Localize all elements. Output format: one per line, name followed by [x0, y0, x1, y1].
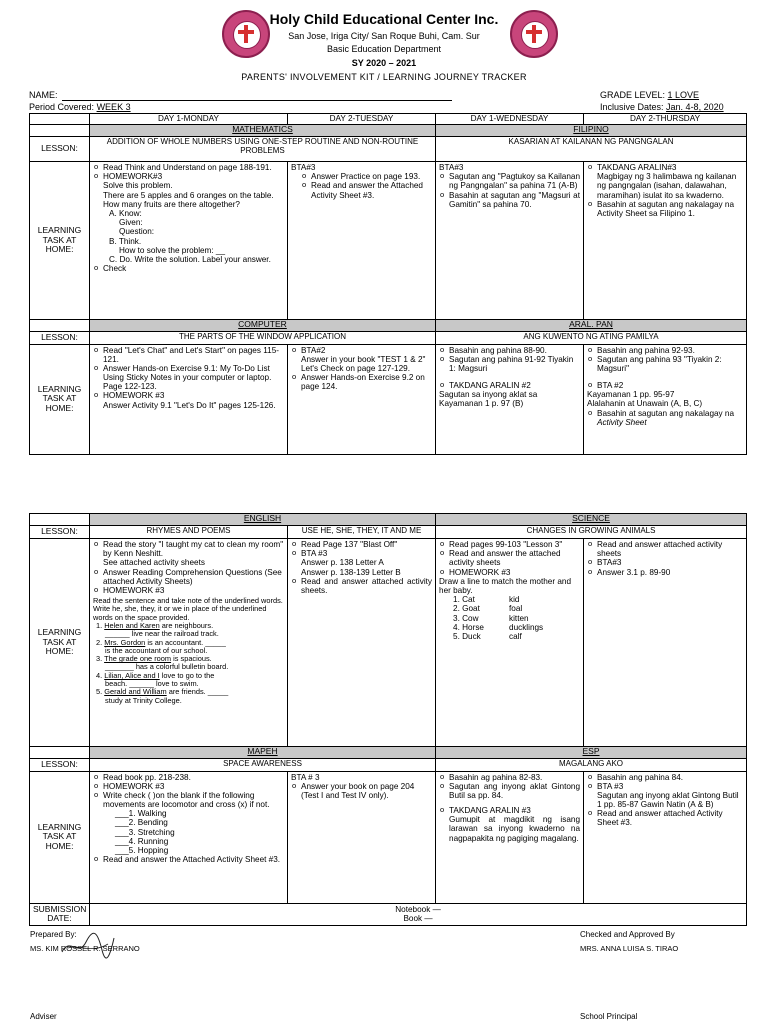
period-label: Period Covered: WEEK 3	[29, 102, 131, 112]
subject-esp: ESP	[436, 747, 747, 759]
baby-animal: calf	[509, 631, 522, 641]
lesson-label: LESSON:	[30, 137, 90, 162]
filipino-wednesday: BTA#3 o Sagutan ang "Pagtukoy sa Kailanan ng Pangngalan" sa pahina 71 (A-B) o Basahin at sagutan ang "Magsuri at Gamitin" sa pahina 70.	[436, 162, 584, 320]
subject-math: MATHEMATICS	[90, 125, 436, 137]
submission-dates: Notebook — Book —	[90, 903, 747, 925]
subject-computer: COMPUTER	[90, 320, 436, 332]
prepared-by-name: MS. KIM ROSSEL R. SERRANO	[30, 944, 140, 953]
tracker-table-1	[29, 113, 747, 455]
lesson-esp: MAGALANG AKO	[436, 759, 747, 772]
subject-aral-pan: ARAL. PAN	[436, 320, 747, 332]
grade-value: 1 LOVE	[667, 90, 700, 100]
lesson-computer: THE PARTS OF THE WINDOW APPLICATION	[90, 332, 436, 345]
day-header: DAY 2-THURSDAY	[584, 114, 747, 125]
name-line	[62, 100, 452, 101]
computer-tuesday: o BTA#2 Answer in your book "TEST 1 & 2" Let's Check on page 127-129. o Answer Hands-on Exercise 9.2 on page 124.	[288, 344, 436, 454]
task-label: LEARNING TASK AT HOME:	[30, 771, 90, 903]
school-address: San Jose, Iriga City/ San Roque Buhi, Cam. Sur	[288, 31, 480, 41]
lesson-aral-pan: ANG KUWENTO NG ATING PAMILYA	[436, 332, 747, 345]
submission-label: SUBMISSION DATE:	[30, 903, 90, 925]
adviser-label: Adviser	[30, 1012, 57, 1021]
task-label: LEARNING TASK AT HOME:	[30, 539, 90, 747]
school-name: Holy Child Educational Center Inc.	[269, 11, 499, 27]
match-pair	[453, 604, 580, 613]
match-pair	[453, 614, 580, 623]
day-header: DAY 1-MONDAY	[90, 114, 288, 125]
baby-animal: kid	[509, 595, 520, 605]
inclusive-dates: Inclusive Dates: Jan. 4-8, 2020	[600, 102, 724, 112]
checked-by-name: MRS. ANNA LUISA S. TIRAO	[580, 944, 679, 953]
subject-mapeh: MAPEH	[90, 747, 436, 759]
dates-value: Jan. 4-8, 2020	[666, 102, 724, 112]
aral-pan-thursday: o Basahin ang pahina 92-93. o Sagutan ang pahina 93 "Tiyakin 2: Magsuri" o BTA #2 Kayamanan 1 pp. 95-97 Alalahanin at Unawain (A, B, C) o Basahin at sagutan ang nakalagay na Activity Sheet	[584, 344, 747, 454]
match-pair	[453, 595, 580, 604]
name-label: NAME:	[29, 90, 58, 100]
subject-science: SCIENCE	[436, 514, 747, 526]
lesson-science: CHANGES IN GROWING ANIMALS	[436, 526, 747, 539]
mapeh-monday: o Read book pp. 218-238. o HOMEWORK #3 o Write check ( )on the blank if the following movements are locomotor and cross (x) if not. ___1. Walking ___2. Bending ___3. Stretching ___4. Running ___5. Hopping o Read and answer the Attached Activity Sheet #3.	[90, 771, 288, 903]
mother-animal: 1. Cat	[453, 595, 475, 605]
lesson-english-1: RHYMES AND POEMS	[90, 526, 288, 539]
department: Basic Education Department	[326, 44, 442, 54]
lesson-label: LESSON:	[30, 759, 90, 772]
match-pairs	[439, 595, 580, 641]
mother-animal: 4. Horse	[453, 622, 484, 632]
task-label: LEARNING TASK AT HOME:	[30, 344, 90, 454]
principal-label: School Principal	[580, 1012, 638, 1021]
checked-by-label: Checked and Approved By	[580, 930, 675, 939]
day-header: DAY 2-TUESDAY	[288, 114, 436, 125]
science-wednesday: o Read pages 99-103 "Lesson 3" o Read and answer the attached activity sheets o HOMEWORK #3 Draw a line to match the mother and her baby. 1. Cat kid 2. Goat foal 3. Cow kitten 4. Horse ducklings 5. Duck calf	[436, 539, 584, 747]
math-monday: o Read Think and Understand on page 188-191. o HOMEWORK#3 Solve this problem. There are 5 apples and 6 oranges on the table. How many fruits are there altogether? A. Know: Given: Question: B. Think. How to solve the problem: __ C. Do. Write the solution. Label your answer. o Check	[90, 162, 288, 320]
esp-wednesday: o Basahin ag pahina 82-83. o Sagutan ang inyong aklat Gintong Butil sa pp. 84. o TAKDANG ARALIN #3 Gumupit at magdikit ng isang larawan sa inyong kwaderno na nagpapakita ng pagiging magalang.	[436, 771, 584, 903]
lesson-label: LESSON:	[30, 526, 90, 539]
lesson-math: ADDITION OF WHOLE NUMBERS USING ONE-STEP ROUTINE AND NON-ROUTINE PROBLEMS	[90, 137, 436, 162]
kit-title: PARENTS' INVOLVEMENT KIT / LEARNING JOURNEY TRACKER	[241, 72, 527, 82]
mother-animal: 3. Cow	[453, 613, 479, 623]
english-tuesday: o Read Page 137 "Blast Off" o BTA #3 Answer p. 138 Letter A Answer p. 138-139 Letter B o Read and answer attached activity sheets.	[288, 539, 436, 747]
lesson-mapeh: SPACE AWARENESS	[90, 759, 436, 772]
subject-english: ENGLISH	[90, 514, 436, 526]
mother-animal: 2. Goat	[453, 604, 480, 614]
mapeh-tuesday: BTA # 3 o Answer your book on page 204 (Test I and Test IV only).	[288, 771, 436, 903]
lesson-english-2: USE HE, SHE, THEY, IT AND ME	[288, 526, 436, 539]
mother-animal: 5. Duck	[453, 631, 481, 641]
science-thursday: o Read and answer attached activity sheets o BTA#3 o Answer 3.1 p. 89-90	[584, 539, 747, 747]
baby-animal: kitten	[509, 613, 529, 623]
aral-pan-wednesday: o Basahin ang pahina 88-90. o Sagutan ang pahina 91-92 Tiyakin 1: Magsuri o TAKDANG ARALIN #2 Sagutan sa inyong aklat sa Kayamanan 1 p. 97 (B)	[436, 344, 584, 454]
baby-animal: ducklings	[509, 622, 544, 632]
english-monday: o Read the story "I taught my cat to clean my room" by Kenn Neshitt. See attached activity sheets o Answer Reading Comprehension Questions (See attached Activity Sheets) o HOMEWORK #3 Read the sentence and take note of the underlined words. Write he, she, they, it or we in place of the underlined words on the space provided. 1. Helen and Karen are neighbours. ______ live near the railroad track. 2. Mrs. Gordon is an accountant. _____ is the accountant of our school. 3. The grade one room is spacious. _______ has a colorful bulletin board. 4. Lilian, Alice and I love to go to the beach. ______ love to swim. 5. Gerald and William are friends. _____ study at Trinity College.	[90, 539, 288, 747]
day-header: DAY 1-WEDNESDAY	[436, 114, 584, 125]
lesson-label: LESSON:	[30, 332, 90, 345]
computer-monday: o Read "Let's Chat" and Let's Start" on pages 115-121. o Answer Hands-on Exercise 9.1: My To-Do List Using Sticky Notes in your computer or laptop. Page 122-123. o HOMEWORK #3 Answer Activity 9.1 "Let's Do It" pages 125-126.	[90, 344, 288, 454]
period-value: WEEK 3	[96, 102, 131, 112]
grade-level: GRADE LEVEL: 1 LOVE	[600, 90, 700, 100]
filipino-thursday: o TAKDANG ARALIN#3 Magbigay ng 3 halimbawa ng kailanan ng pangngalan (isahan, dalawahan, maramihan) isulat ito sa kwaderno. o Basahin at sagutan ang nakalagay na Activity Sheet sa Filipino 1.	[584, 162, 747, 320]
subject-filipino: FILIPINO	[436, 125, 747, 137]
school-year: SY 2020 – 2021	[351, 58, 417, 68]
task-label: LEARNING TASK AT HOME:	[30, 162, 90, 320]
match-pair	[453, 632, 580, 641]
match-pair	[453, 623, 580, 632]
baby-animal: foal	[509, 604, 523, 614]
tracker-table-2	[29, 513, 747, 926]
lesson-filipino: KASARIAN AT KAILANAN NG PANGNGALAN	[436, 137, 747, 162]
esp-thursday: o Basahin ang pahina 84. o BTA #3 Sagutan ang inyong aklat Gintong Butil 1 pp. 85-87 Gawin Natin (A & B) o Read and answer attached Activity Sheet #3.	[584, 771, 747, 903]
math-tuesday: BTA#3 o Answer Practice on page 193. o Read and answer the Attached Activity Sheet #3.	[288, 162, 436, 320]
prepared-by-label: Prepared By:	[30, 930, 77, 939]
